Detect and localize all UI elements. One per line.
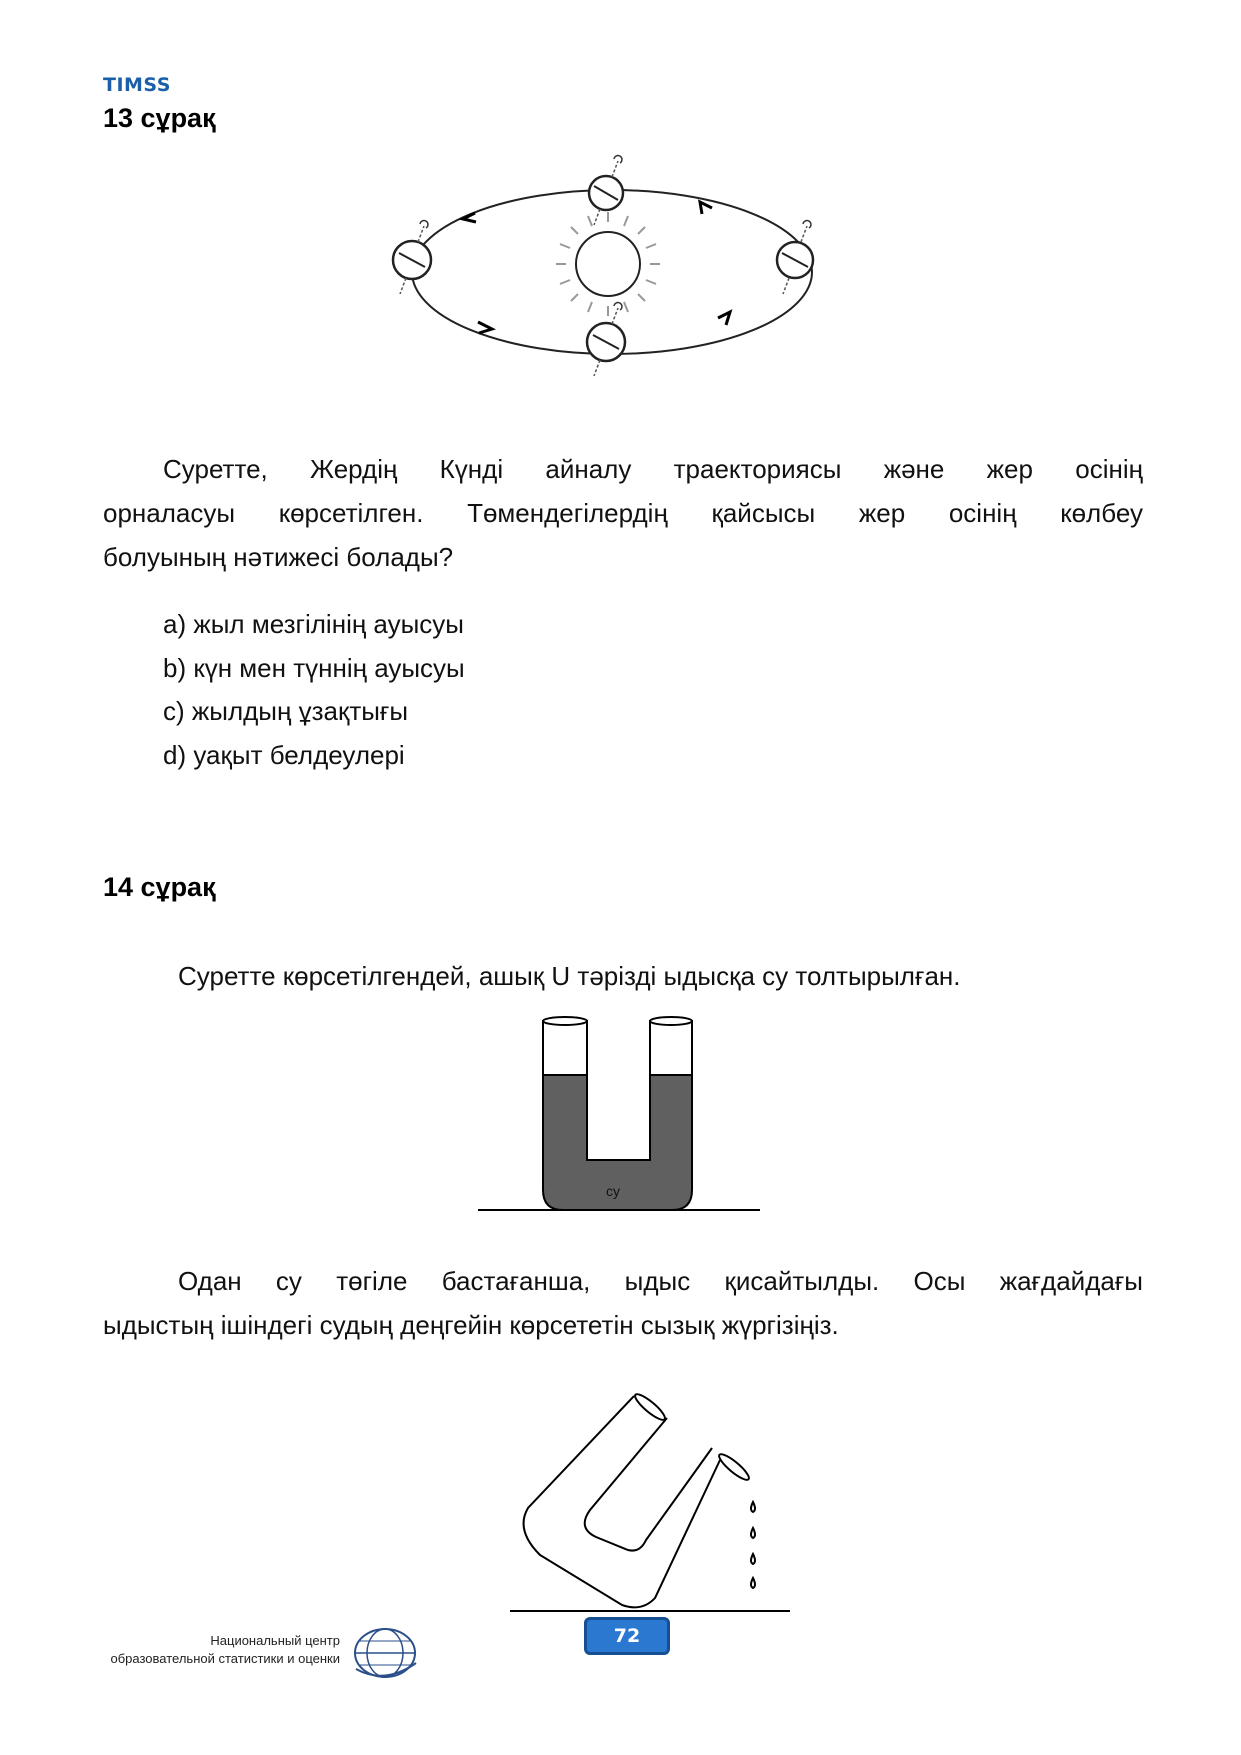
question-13-text-line3: болуының нәтижесі болады? [103,542,454,572]
question-14-text2-line1: Одан су төгіле бастағанша, ыдыс қисайтылды. Осы жағдайдағы [178,1266,1143,1296]
option-b[interactable]: b) күн мен түннің ауысуы [163,653,465,683]
footer-org-line2: образовательной статистики и оценки [110,1651,340,1666]
page-number: 72 [584,1617,670,1655]
header-tag: TIMSS [103,74,171,96]
tilted-u-tube-inner [585,1418,712,1551]
question-13-text-line2: орналасуы көрсетілген. Төмендегілердің қайсысы жер осінің көлбеу [103,498,1143,528]
question-14-text1: Суретте көрсетілгендей, ашық U тәрізді ыдысқа су толтырылған. [178,961,961,991]
tilted-u-tube-outer [524,1396,720,1607]
water-drops-icon [751,1502,755,1588]
water-label: су [606,1183,620,1199]
question-13-text-line1: Суретте, Жердің Күнді айналу траекториясы және жер осінің [163,454,1143,484]
option-a[interactable]: a) жыл мезгілінің ауысуы [163,609,464,639]
footer-org-line1: Национальный центр [210,1633,340,1648]
option-d[interactable]: d) уақыт белдеулері [163,740,405,770]
option-c[interactable]: c) жылдың ұзақтығы [163,696,409,726]
org-logo-icon [350,1625,420,1681]
question-14-text2-line2: ыдыстың ішіндегі судың деңгейін көрсететін сызық жүргізіңіз. [103,1310,839,1340]
question-14-title: 14 сұрақ [103,872,216,902]
question-13-title: 13 сұрақ [103,103,216,133]
